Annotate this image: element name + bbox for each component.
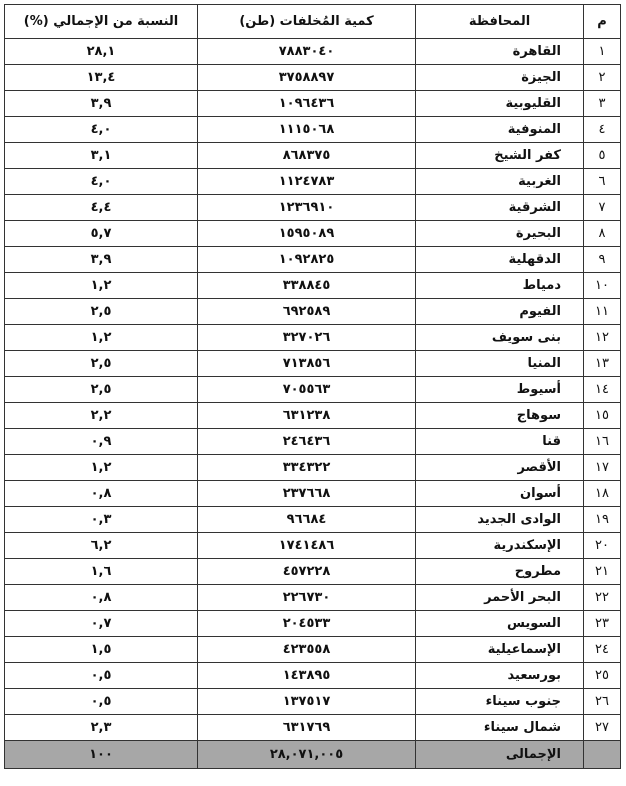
row-governorate: الغربية xyxy=(416,169,584,195)
row-quantity: ١٢٣٦٩١٠ xyxy=(198,195,416,221)
header-percentage: النسبة من الإجمالي (%) xyxy=(5,5,198,39)
row-percentage: ٢,٥ xyxy=(5,377,198,403)
row-governorate: الدقهلية xyxy=(416,247,584,273)
row-percentage: ٣,٩ xyxy=(5,91,198,117)
row-quantity: ٧٨٨٣٠٤٠ xyxy=(198,39,416,65)
row-percentage: ٣,٩ xyxy=(5,247,198,273)
table-row xyxy=(5,169,621,195)
row-percentage: ٢,٥ xyxy=(5,351,198,377)
row-percentage: ٢٨,١ xyxy=(5,39,198,65)
table-row xyxy=(5,273,621,299)
table-row xyxy=(5,637,621,663)
row-governorate: السويس xyxy=(416,611,584,637)
row-percentage: ٠,٨ xyxy=(5,481,198,507)
row-quantity: ٨٦٨٣٧٥ xyxy=(198,143,416,169)
row-num: ١٨ xyxy=(584,481,621,507)
row-num: ١٦ xyxy=(584,429,621,455)
row-percentage: ١,٥ xyxy=(5,637,198,663)
row-num: ٨ xyxy=(584,221,621,247)
row-num: ٣ xyxy=(584,91,621,117)
row-percentage: ١,٢ xyxy=(5,455,198,481)
total-row xyxy=(5,741,621,769)
table-row xyxy=(5,429,621,455)
table-row xyxy=(5,585,621,611)
table-row xyxy=(5,247,621,273)
row-governorate: الأقصر xyxy=(416,455,584,481)
row-governorate: المنوفية xyxy=(416,117,584,143)
row-num: ١٩ xyxy=(584,507,621,533)
row-governorate: أسيوط xyxy=(416,377,584,403)
row-governorate: المنيا xyxy=(416,351,584,377)
table-row xyxy=(5,507,621,533)
row-num: ١٢ xyxy=(584,325,621,351)
row-quantity: ٣٣٤٣٢٢ xyxy=(198,455,416,481)
row-percentage: ٦,٢ xyxy=(5,533,198,559)
table-row xyxy=(5,117,621,143)
row-quantity: ٦٣١٢٣٨ xyxy=(198,403,416,429)
row-quantity: ١٠٩٦٤٣٦ xyxy=(198,91,416,117)
row-num: ٢٣ xyxy=(584,611,621,637)
row-num: ٦ xyxy=(584,169,621,195)
row-governorate: دمياط xyxy=(416,273,584,299)
header-num: م xyxy=(584,5,621,39)
row-quantity: ٦٩٢٥٨٩ xyxy=(198,299,416,325)
total-quantity: ٢٨,٠٧١,٠٠٥ xyxy=(198,741,416,769)
table-header xyxy=(5,5,621,39)
row-percentage: ٤,٠ xyxy=(5,117,198,143)
table-footer xyxy=(5,741,621,769)
row-num: ١ xyxy=(584,39,621,65)
row-percentage: ٢,٥ xyxy=(5,299,198,325)
table-row xyxy=(5,65,621,91)
table-row xyxy=(5,325,621,351)
table-row xyxy=(5,143,621,169)
row-quantity: ٣٧٥٨٨٩٧ xyxy=(198,65,416,91)
row-quantity: ٢٣٧٦٦٨ xyxy=(198,481,416,507)
row-percentage: ٠,٧ xyxy=(5,611,198,637)
row-quantity: ١١١٥٠٦٨ xyxy=(198,117,416,143)
row-percentage: ١,٦ xyxy=(5,559,198,585)
table-row xyxy=(5,221,621,247)
row-quantity: ١٧٤١٤٨٦ xyxy=(198,533,416,559)
table-wrapper xyxy=(4,4,620,769)
row-governorate: الفيوم xyxy=(416,299,584,325)
table-row xyxy=(5,403,621,429)
header-row xyxy=(5,5,621,39)
row-governorate: بنى سويف xyxy=(416,325,584,351)
row-percentage: ٠,٥ xyxy=(5,663,198,689)
row-percentage: ٢,٣ xyxy=(5,715,198,741)
row-quantity: ١٣٧٥١٧ xyxy=(198,689,416,715)
row-num: ٢٦ xyxy=(584,689,621,715)
row-quantity: ٣٢٧٠٢٦ xyxy=(198,325,416,351)
row-governorate: بورسعيد xyxy=(416,663,584,689)
row-governorate: جنوب سيناء xyxy=(416,689,584,715)
table-row xyxy=(5,663,621,689)
row-percentage: ٥,٧ xyxy=(5,221,198,247)
table-row xyxy=(5,715,621,741)
row-quantity: ١٤٣٨٩٥ xyxy=(198,663,416,689)
row-percentage: ٣,١ xyxy=(5,143,198,169)
row-percentage: ١,٢ xyxy=(5,273,198,299)
table-row xyxy=(5,91,621,117)
row-num: ١٤ xyxy=(584,377,621,403)
row-num: ٥ xyxy=(584,143,621,169)
row-num: ٩ xyxy=(584,247,621,273)
header-quantity: كمية المُخلفات (طن) xyxy=(198,5,416,39)
row-quantity: ٩٦٦٨٤ xyxy=(198,507,416,533)
row-percentage: ٤,٤ xyxy=(5,195,198,221)
row-governorate: الشرقية xyxy=(416,195,584,221)
row-num: ٢٥ xyxy=(584,663,621,689)
row-num: ١٣ xyxy=(584,351,621,377)
row-num: ٧ xyxy=(584,195,621,221)
table-row xyxy=(5,195,621,221)
row-num: ١٧ xyxy=(584,455,621,481)
header-governorate: المحافظة xyxy=(416,5,584,39)
table-row xyxy=(5,611,621,637)
row-quantity: ٢٠٤٥٣٣ xyxy=(198,611,416,637)
row-num: ٢١ xyxy=(584,559,621,585)
row-num: ٢٠ xyxy=(584,533,621,559)
table-row xyxy=(5,39,621,65)
row-quantity: ٧١٣٨٥٦ xyxy=(198,351,416,377)
row-governorate: القاهرة xyxy=(416,39,584,65)
row-percentage: ١,٢ xyxy=(5,325,198,351)
total-label: الإجمالى xyxy=(416,741,584,769)
row-percentage: ٠,٨ xyxy=(5,585,198,611)
row-num: ١٠ xyxy=(584,273,621,299)
row-governorate: شمال سيناء xyxy=(416,715,584,741)
row-governorate: الوادى الجديد xyxy=(416,507,584,533)
row-num: ٢٢ xyxy=(584,585,621,611)
row-num: ١١ xyxy=(584,299,621,325)
table-body xyxy=(5,39,621,741)
row-governorate: قنا xyxy=(416,429,584,455)
row-governorate: أسوان xyxy=(416,481,584,507)
table-row xyxy=(5,689,621,715)
row-governorate: البحر الأحمر xyxy=(416,585,584,611)
row-governorate: كفر الشيخ xyxy=(416,143,584,169)
row-quantity: ٦٣١٧٦٩ xyxy=(198,715,416,741)
table-row xyxy=(5,481,621,507)
row-percentage: ٤,٠ xyxy=(5,169,198,195)
row-num: ٢٧ xyxy=(584,715,621,741)
row-percentage: ٠,٣ xyxy=(5,507,198,533)
waste-by-governorate-table xyxy=(4,4,621,769)
row-num: ١٥ xyxy=(584,403,621,429)
table-row xyxy=(5,299,621,325)
row-governorate: الإسكندرية xyxy=(416,533,584,559)
table-row xyxy=(5,559,621,585)
row-num: ٢٤ xyxy=(584,637,621,663)
row-quantity: ٢٤٦٤٣٦ xyxy=(198,429,416,455)
table-row xyxy=(5,351,621,377)
row-percentage: ١٣,٤ xyxy=(5,65,198,91)
row-quantity: ٤٢٣٥٥٨ xyxy=(198,637,416,663)
row-governorate: القليوبية xyxy=(416,91,584,117)
row-quantity: ١٠٩٢٨٢٥ xyxy=(198,247,416,273)
row-quantity: ٢٢٦٧٣٠ xyxy=(198,585,416,611)
row-quantity: ٤٥٧٢٢٨ xyxy=(198,559,416,585)
table-row xyxy=(5,455,621,481)
table-row xyxy=(5,533,621,559)
row-governorate: الإسماعيلية xyxy=(416,637,584,663)
row-governorate: مطروح xyxy=(416,559,584,585)
row-percentage: ٢,٢ xyxy=(5,403,198,429)
row-num: ٤ xyxy=(584,117,621,143)
row-quantity: ١١٢٤٧٨٣ xyxy=(198,169,416,195)
total-percentage: ١٠٠ xyxy=(5,741,198,769)
row-quantity: ١٥٩٥٠٨٩ xyxy=(198,221,416,247)
row-governorate: سوهاج xyxy=(416,403,584,429)
row-quantity: ٣٣٨٨٤٥ xyxy=(198,273,416,299)
table-row xyxy=(5,377,621,403)
row-quantity: ٧٠٥٥٦٣ xyxy=(198,377,416,403)
row-percentage: ٠,٥ xyxy=(5,689,198,715)
row-num: ٢ xyxy=(584,65,621,91)
total-num-cell xyxy=(584,741,621,769)
row-governorate: البحيرة xyxy=(416,221,584,247)
row-governorate: الجيزة xyxy=(416,65,584,91)
row-percentage: ٠,٩ xyxy=(5,429,198,455)
